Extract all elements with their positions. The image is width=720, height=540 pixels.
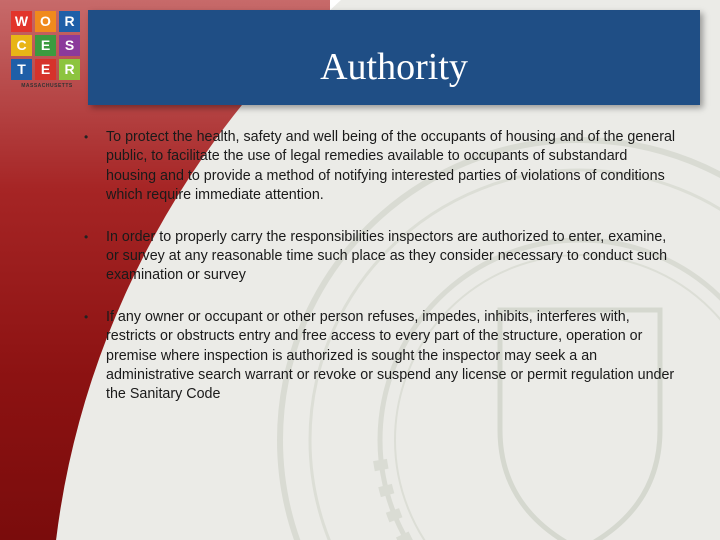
bullet-marker: •	[84, 229, 89, 244]
bullet-marker: •	[84, 130, 89, 144]
bullet-marker: •	[84, 309, 89, 324]
bullet-list	[80, 128, 680, 405]
logo-tile: S	[59, 35, 80, 56]
title-bar	[88, 10, 700, 105]
logo-tile: R	[59, 11, 80, 32]
bullet-text: To protect the health, safety and well being of the occupants of housing and of the general public, to facilitate the use of legal remedies available to occupants of substandard housing and to provide a method of notifying interested parties of violations of conditions which require immediate attention.	[106, 129, 676, 204]
logo-tile: O	[35, 11, 56, 32]
logo-tile: T	[11, 59, 32, 80]
bullet-text: If any owner or occupant or other person refuses, impedes, inhibits, interferes with, restricts or obstructs entry and free access to every part of the structure, operation or premise where inspection is authorized is sought the inspector may seek a an administrative search warrant or revoke or suspend any license or permit regulation under the Sanitary Code	[106, 308, 675, 403]
worcester-logo	[8, 8, 86, 92]
logo-caption: MASSACHUSETTS	[21, 83, 73, 89]
logo-tile: W	[11, 11, 32, 32]
bullet-item	[80, 308, 680, 405]
bullet-item	[80, 128, 680, 206]
slide-title: Authority	[320, 46, 468, 88]
logo-tile: C	[11, 35, 32, 56]
logo-tile: E	[35, 59, 56, 80]
logo-tile: R	[59, 59, 80, 80]
logo-tile: E	[35, 35, 56, 56]
bullet-text: In order to properly carry the responsibilities inspectors are authorized to enter, examine, or survey at any reasonable time such place as they consider necessary to conduct such examination or survey	[106, 228, 668, 284]
bullet-item	[80, 228, 680, 286]
